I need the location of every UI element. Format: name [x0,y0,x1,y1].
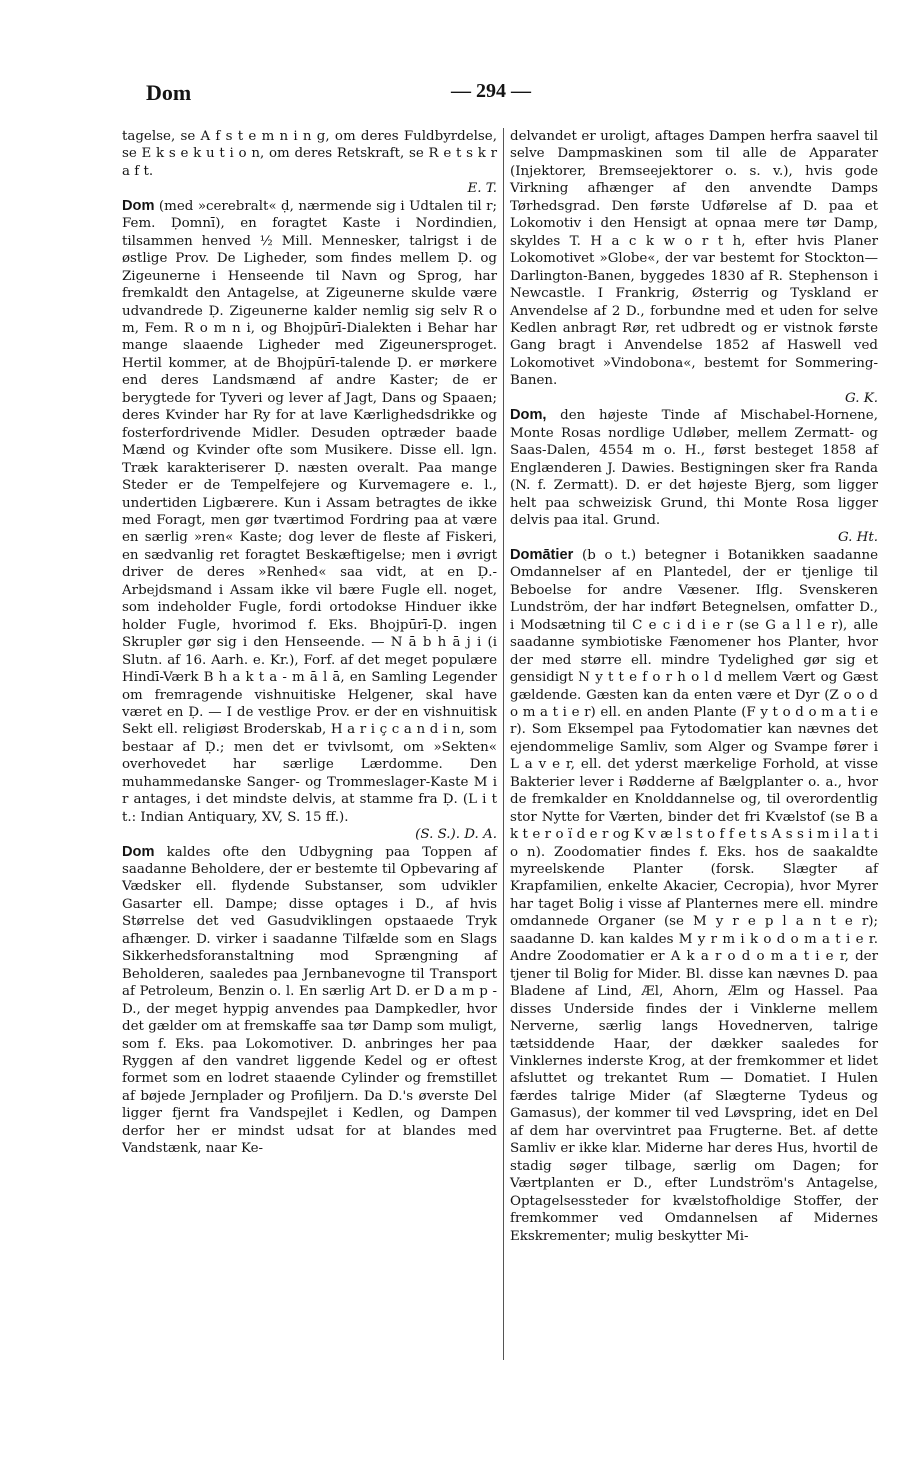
entry-text: den højeste Tinde af Mischabel-Hornene, Monte Rosas nordlige Udløber, mellem Zermatt- og Saas-Dalen, 4554 m o. H., først besteget 1858 af Englænderen J. Dawies. Bestigningen sker fra Randa (N. f. Zermatt). D. er det højeste Bjerg, som ligger helt paa schweizisk Grund, thi Monte Rosa ligger delvis paa ital. Grund. [510,408,878,528]
author-signature: (S. S.). D. A. [415,827,497,843]
entry-domatier [510,547,878,1245]
page-number: — 294 — [451,80,531,102]
left-column [122,128,497,1158]
entry-text: (med »cerebralt« ḍ, nærmende sig i Udtalen til r; Fem. Ḍomnī), en foragtet Kaste i Nordindien, tilsammen henved ½ Mill. Mennesker, talrigst i de østlige Prov. De Ligheder, som findes mellem Ḍ. og Zigeunerne i Henseende til Navn og Sprog, har fremkaldt den Antagelse, at Zigeunerne skulde være udvandrede Ḍ. Zigeunerne kalder nemlig sig selv R o m, Fem. R o m n i, og Bhojpūrī-Dialekten i Behar har mange slaaende Ligheder med Zigeunersproget. Hertil kommer, at de Bhojpūrī-talende Ḍ. er mørkere end deres Landsmænd af andre Kaster; de er berygtede for Tyveri og lever af Jagt, Dans og Spaaen; deres Kvinder har Ry for at lave Kærlighedsdrikke og fosterfordrivende Midler. Desuden optræder baade Mænd og Kvinder ofte som Musikere. Disse ell. lgn. Træk karakteriserer Ḍ. næsten overalt. Paa mange Steder er de Tempelfejere og Kurvemagere e. l., undertiden Ligbærere. Kun i Assam betragtes de ikke med Foragt, men gør tværtimod Fordring paa at være en særlig »ren« Kaste; dog lever de fleste af Fiskeri, en sædvanlig ret foragtet Beskæftigelse; men i øvrigt driver de deres »Renhed« saa vidt, at en Ḍ.-Arbejdsmand i Assam ikke vil bære Fugle ell. noget, som indeholder Fugle, fordi ortodokse Hinduer ikke holder Fugle, hvorimod f. Eks. Bhojpūrī-Ḍ. ingen Skrupler gør sig i den Henseende. — N ā b h ā j i (i Slutn. af 16. Aarh. e. Kr.), Forf. af det meget populære Hindī-Værk B h a k t a - m ā l ā, en Samling Legender om fremragende vishnuitiske Helgener, skal have været en Ḍ. — I de vestlige Prov. er der en vishnuitisk Sekt ell. religiøst Broderskab, H a r i ç c a n d i n, som bestaar af Ḍ.; men det er tvivlsomt, om »Sekten« overhovedet har særlige Lærdomme. Den muhammedanske Sanger- og Trommeslager-Kaste M i r antages, i det mindste delvis, at stamme fra Ḍ. (L i t t.: Indian Antiquary, XV, S. 15 ff.). [122,198,497,825]
entry-headword: Dom, [510,407,547,424]
continued-paragraph [122,128,497,198]
entry-headword: Domātier [510,546,574,563]
entry-dom-mountain [510,407,878,547]
paragraph-text: tagelse, se A f s t e m n i n g, om deres Fuldbyrdelse, se E k s e k u t i o n, om deres Retskraft, se R e t s k r a f t. [122,129,497,179]
entry-headword: Dom [122,843,155,860]
entry-text: (b o t.) betegner i Botanikken saadanne Omdannelser af en Plantedel, der er tjenlige til Beboelse for andre Væsener. Iflg. Svenskeren Lundström, der har indført Betegnelsen, omfatter D., i Modsætning til C e c i d i e r (se G a l l e r), alle saadanne symbiotiske Fænomener hos Planter, hvor der med større ell. mindre Tydelighed gør sig et gensidigt N y t t e f o r h o l d mellem Vært og Gæst gældende. Gæsten kan da enten være et Dyr (Z o o d o m a t i e r) ell. en anden Plante (F y t o d o m a t i e r). Som Eksempel paa Fytodomatier kan nævnes det ejendommelige Samliv, som Alger og Svampe fører i L a v e r, ell. det yderst mærkelige Forhold, at visse Bakterier lever i Rødderne af Bælgplanter o. a., hvor de fremkalder en Knolddannelse og, til overordentlig stor Nytte for Værten, binder det fri Kvælstof (se B a k t e r o ï d e r og K v æ l s t o f f e t s A s s i m i l a t i o n). Zoodomatier findes f. Eks. hos de saakaldte myreelskende Planter (forsk. Slægter af Krapfamilien, enkelte Akacier, Cecropia), hvor Myrer har taget Bolig i visse af Planternes mere ell. mindre omdannede Organer (se M y r e p l a n t e r); saadanne D. kan kaldes M y r m i k o d o m a t i e r. Andre Zoodomatier er A k a r o d o m a t i e r, der tjener til Bolig for Mider. Bl. disse kan nævnes D. paa Bladene af Lind, Æl, Ahorn, Ælm og Hassel. Paa disses Underside findes der i Vinklerne mellem Nerverne, særlig langs Hovednerven, talrige tætsiddende Haar, der dækker saaledes for Vinklernes inderste Krog, at der fremkommer et lidet afsluttet og trekantet Rum — Domatiet. I Hulen færdes talrige Mider (af Slægterne Tydeus og Gamasus), der kommer til ved Løvspring, idet en Del af dem har overvintret paa Frugterne. Bet. af dette Samliv er ikke klar. Miderne har deres Hus, hvortil de stadig søger tilbage, særlig om Dagen; for Værtplanten er D., efter Lundström's Antagelse, Optagelsessteder for kvælstofholdige Stoffer, der fremkommer ved Omdannelsen af Midernes Ekskrementer; mulig beskytter Mi- [510,547,878,1244]
author-signature: G. Ht. [837,530,878,546]
page-header [146,80,886,114]
author-signature: G. K. [845,390,878,406]
entry-dom-dome [122,844,497,1158]
entry-dom-caste [122,198,497,844]
author-signature: E. T. [467,181,497,197]
right-column [510,128,878,1245]
paragraph-text: delvandet er uroligt, aftages Dampen herfra saavel til selve Dampmaskinen som til alle de Apparater (Injektorer, Bremseejektorer o. s. v.), hvis gode Virkning afhænger af den anvendte Damps Tørhedsgrad. Den første Udførelse af D. paa et Lokomotiv i den Hensigt at opnaa mere tør Damp, skyldes T. H a c k w o r t h, efter hvis Planer Lokomotivet »Globe«, der var bestemt for Stockton—Darlington-Banen, byggedes 1830 af R. Stephenson i Newcastle. I Frankrig, Østerrig og Tyskland er Anvendelse af 2 D., forbundne med et uden for selve Kedlen anbragt Rør, ret udbredt og er vistnok første Gang bragt i Anvendelse 1852 af Haswell ved Lokomotivet »Vindobona«, bestemt for Sommering-Banen. [510,129,878,389]
continued-paragraph [510,128,878,407]
running-headword: Dom [146,80,192,105]
column-divider [503,128,504,1360]
entry-headword: Dom [122,197,155,214]
entry-text: kaldes ofte den Udbygning paa Toppen af saadanne Beholdere, der er bestemte til Opbevaring af Vædsker ell. flydende Substanser, som udvikler Gasarter ell. Dampe; disse optages i D., af hvis Størrelse det ved Gasudviklingen opstaaede Tryk afhænger. D. virker i saadanne Tilfælde som en Slags Sikkerhedsforanstaltning mod Sprængning af Beholderen, saaledes paa Jernbanevogne til Transport af Petroleum, Benzin o. l. En særlig Art D. er D a m p - D., der meget hyppig anvendes paa Dampkedler, hvor det gælder om at fremskaffe saa tør Damp som muligt, som f. Eks. paa Lokomotiver. D. anbringes her paa Ryggen af den vandret liggende Kedel og er oftest formet som en lodret staaende Cylinder og fremstillet af bøjede Jernplader og Profiljern. Da D.'s øverste Del ligger fjernt fra Vandspejlet i Kedlen, og Dampen derfor her er mindst udsat for at blandes med Vandstænk, naar Ke- [122,844,497,1157]
